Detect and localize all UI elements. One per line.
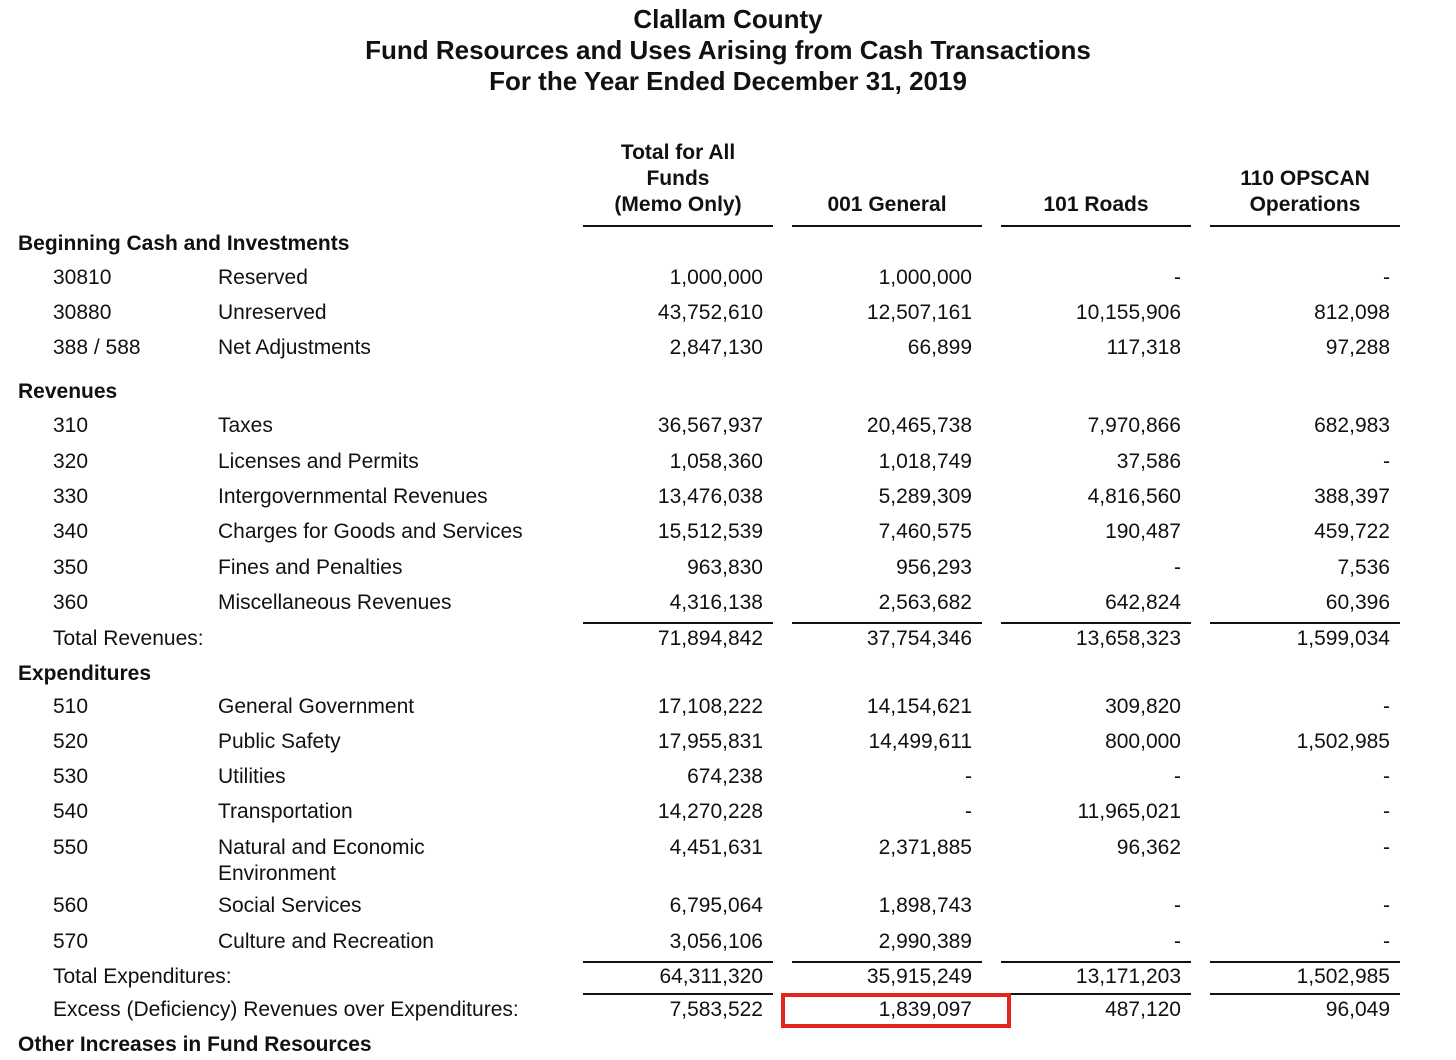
value-general: 2,563,682 (878, 591, 972, 614)
value-general: 2,371,885 (878, 836, 972, 859)
column-header-total (583, 138, 773, 218)
header-rule (583, 225, 773, 227)
row-description: Reserved (218, 266, 308, 289)
column-header-opscan (1210, 138, 1400, 218)
value-total: 36,567,937 (657, 414, 763, 437)
value-opscan: - (1383, 765, 1390, 788)
row-code: 30810 (53, 266, 112, 289)
value-total: 14,270,228 (657, 800, 763, 823)
value-general: 1,839,097 (878, 998, 972, 1021)
row-description: Culture and Recreation (218, 930, 434, 953)
value-general: 12,507,161 (866, 301, 972, 324)
report-title: Fund Resources and Uses Arising from Cash Transactions (365, 35, 1091, 65)
value-roads: - (1174, 894, 1181, 917)
value-total: 2,847,130 (669, 336, 763, 359)
value-general: 66,899 (907, 336, 972, 359)
row-label: Total Revenues: (53, 627, 204, 650)
value-roads: - (1174, 765, 1181, 788)
value-total: 43,752,610 (657, 301, 763, 324)
total-revenues-row (0, 624, 1456, 656)
value-total: 6,795,064 (669, 894, 763, 917)
value-opscan: - (1383, 450, 1390, 473)
value-total: 1,000,000 (669, 266, 763, 289)
row-description: Social Services (218, 894, 362, 917)
value-general: 37,754,346 (866, 627, 972, 650)
value-opscan: - (1383, 836, 1390, 859)
row-code: 388 / 588 (53, 336, 141, 359)
county-name: Clallam County (633, 4, 823, 34)
value-total: 13,476,038 (657, 485, 763, 508)
table-row (0, 333, 1456, 365)
value-opscan: 682,983 (1314, 414, 1390, 437)
row-description: Licenses and Permits (218, 450, 419, 473)
value-opscan: 459,722 (1314, 520, 1390, 543)
table-row (0, 588, 1456, 620)
value-opscan: - (1383, 266, 1390, 289)
value-total: 3,056,106 (669, 930, 763, 953)
value-roads: 10,155,906 (1075, 301, 1181, 324)
value-roads: 117,318 (1106, 336, 1181, 359)
value-general: 5,289,309 (878, 485, 972, 508)
value-general: 14,154,621 (866, 695, 972, 718)
row-code: 540 (53, 800, 89, 823)
value-opscan: 388,397 (1314, 485, 1390, 508)
column-header-general (792, 138, 982, 218)
value-general: 2,990,389 (878, 930, 972, 953)
header-rule (1001, 225, 1191, 227)
row-description: Public Safety (218, 730, 341, 753)
value-opscan: 812,098 (1314, 301, 1390, 324)
value-opscan: - (1383, 800, 1390, 823)
table-row (0, 553, 1456, 585)
row-code: 520 (53, 730, 89, 753)
value-total: 7,583,522 (669, 998, 763, 1021)
value-total: 4,451,631 (669, 836, 763, 859)
row-code: 510 (53, 695, 89, 718)
row-code: 330 (53, 485, 89, 508)
value-opscan: 60,396 (1325, 591, 1390, 614)
table-row (0, 833, 1456, 889)
table-row (0, 411, 1456, 443)
value-opscan: 1,502,985 (1296, 730, 1390, 753)
value-opscan: 96,049 (1325, 998, 1390, 1021)
value-total: 17,955,831 (657, 730, 763, 753)
value-total: 71,894,842 (657, 627, 763, 650)
row-code: 530 (53, 765, 89, 788)
table-row (0, 927, 1456, 959)
value-general: - (965, 765, 972, 788)
table-row (0, 482, 1456, 514)
value-opscan: 7,536 (1337, 556, 1390, 579)
table-row (0, 762, 1456, 794)
value-total: 15,512,539 (657, 520, 763, 543)
column-header-line: 001 General (827, 193, 947, 216)
value-general: - (965, 800, 972, 823)
value-roads: 11,965,021 (1077, 800, 1181, 823)
row-label: Excess (Deficiency) Revenues over Expenditures: (53, 998, 519, 1021)
row-code: 360 (53, 591, 89, 614)
value-total: 1,058,360 (669, 450, 763, 473)
value-roads: - (1174, 266, 1181, 289)
value-total: 674,238 (687, 765, 763, 788)
value-total: 963,830 (687, 556, 763, 579)
row-code: 570 (53, 930, 89, 953)
table-row (0, 263, 1456, 295)
row-label: Total Expenditures: (53, 965, 232, 988)
row-description: General Government (218, 695, 415, 718)
report-period: For the Year Ended December 31, 2019 (489, 66, 967, 96)
row-description: Net Adjustments (218, 336, 371, 359)
value-roads: - (1174, 930, 1181, 953)
value-opscan: - (1383, 894, 1390, 917)
table-row (0, 797, 1456, 829)
table-row (0, 447, 1456, 479)
row-description: Miscellaneous Revenues (218, 591, 452, 614)
section-revenues: Revenues (18, 380, 118, 403)
value-roads: 7,970,866 (1087, 414, 1181, 437)
highlight-box (781, 993, 1011, 1028)
value-opscan: - (1383, 695, 1390, 718)
value-general: 7,460,575 (878, 520, 972, 543)
value-roads: 487,120 (1105, 998, 1181, 1021)
column-header-line: (Memo Only) (614, 193, 742, 216)
column-header-line: Operations (1249, 193, 1361, 216)
header-rule (792, 225, 982, 227)
value-opscan: - (1383, 930, 1390, 953)
excess-deficiency-row (0, 995, 1456, 1027)
value-roads: 13,658,323 (1075, 627, 1181, 650)
report-title-block (0, 4, 1456, 97)
value-total: 64,311,320 (659, 965, 763, 988)
row-description: Utilities (218, 765, 286, 788)
row-code: 350 (53, 556, 89, 579)
column-header-roads (1001, 138, 1191, 218)
row-code: 560 (53, 894, 89, 917)
value-general: 956,293 (896, 556, 972, 579)
row-description: Intergovernmental Revenues (218, 485, 488, 508)
row-description: Fines and Penalties (218, 556, 403, 579)
value-roads: 13,171,203 (1075, 965, 1181, 988)
value-general: 1,898,743 (878, 894, 972, 917)
value-roads: 309,820 (1105, 695, 1181, 718)
value-roads: 96,362 (1116, 836, 1181, 859)
value-general: 20,465,738 (866, 414, 972, 437)
row-code: 340 (53, 520, 89, 543)
row-code: 30880 (53, 301, 112, 324)
value-roads: 4,816,560 (1087, 485, 1181, 508)
value-roads: 642,824 (1105, 591, 1181, 614)
table-row (0, 517, 1456, 549)
value-opscan: 97,288 (1325, 336, 1390, 359)
value-roads: 800,000 (1105, 730, 1181, 753)
table-row (0, 727, 1456, 759)
value-roads: - (1174, 556, 1181, 579)
value-opscan: 1,599,034 (1296, 627, 1390, 650)
row-code: 310 (53, 414, 89, 437)
row-description: Unreserved (218, 301, 327, 324)
value-general: 14,499,611 (868, 730, 972, 753)
value-total: 4,316,138 (669, 591, 763, 614)
value-opscan: 1,502,985 (1296, 965, 1390, 988)
column-header-line: 110 OPSCAN (1240, 167, 1370, 190)
section-beginning-cash: Beginning Cash and Investments (18, 232, 350, 255)
section-expenditures: Expenditures (18, 662, 152, 685)
row-code: 320 (53, 450, 89, 473)
table-row (0, 298, 1456, 330)
row-description: Charges for Goods and Services (218, 520, 523, 543)
column-header-line: Funds (646, 167, 710, 190)
row-description: Transportation (218, 800, 353, 823)
table-row (0, 891, 1456, 923)
cut-off-section-heading: Other Increases in Fund Resources (18, 1033, 372, 1056)
row-description-continued: Environment (218, 862, 336, 885)
table-row (0, 692, 1456, 724)
value-general: 1,000,000 (878, 266, 972, 289)
column-header-line: 101 Roads (1043, 193, 1149, 216)
column-header-line: Total for All (620, 141, 736, 164)
total-expenditures-row (0, 962, 1456, 994)
value-roads: 190,487 (1105, 520, 1181, 543)
row-description: Natural and Economic (218, 836, 425, 859)
row-code: 550 (53, 836, 89, 859)
value-general: 1,018,749 (878, 450, 972, 473)
header-rule (1210, 225, 1400, 227)
row-description: Taxes (218, 414, 273, 437)
value-total: 17,108,222 (657, 695, 763, 718)
value-general: 35,915,249 (866, 965, 972, 988)
value-roads: 37,586 (1116, 450, 1181, 473)
